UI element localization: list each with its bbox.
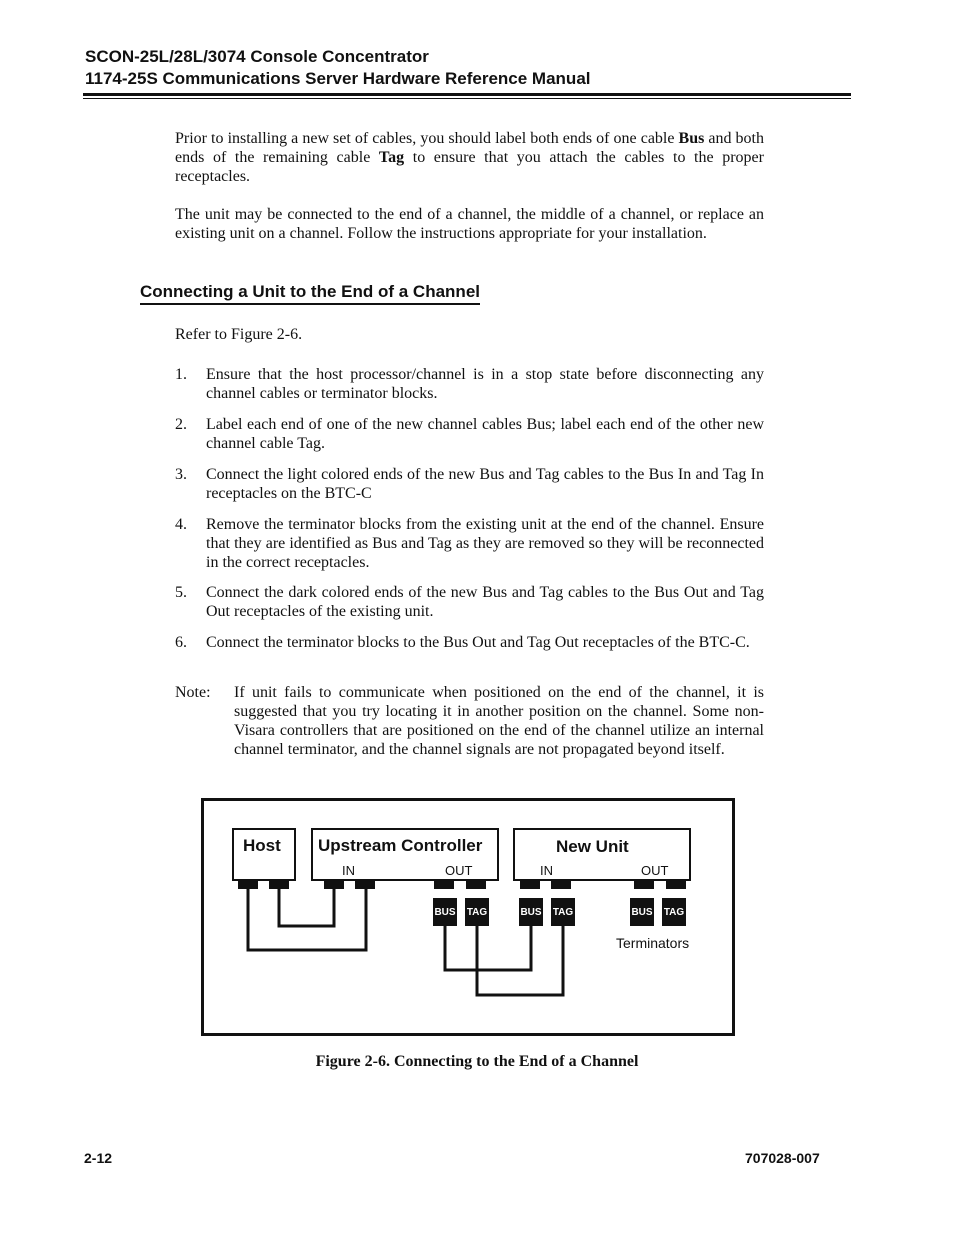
header-title-line1: SCON-25L/28L/3074 Console Concentrator [85, 47, 429, 66]
step-text: Connect the terminator blocks to the Bus Out and Tag Out receptacles of the BTC-C. [206, 634, 750, 651]
new-unit-out-receptacle [634, 880, 654, 889]
tag-terminator-label: TAG [663, 907, 685, 918]
step-item [175, 583, 764, 621]
bus-connector-label: BUS [434, 907, 456, 918]
header-rule-thin [83, 98, 851, 99]
step-item [175, 465, 764, 503]
step-number: 4. [175, 516, 187, 533]
step-number: 3. [175, 466, 187, 483]
step-number: 2. [175, 416, 187, 433]
bus-connector-label: BUS [520, 907, 542, 918]
host-label: Host [243, 836, 281, 855]
upstream-out-label: OUT [445, 863, 473, 878]
document-number: 707028-007 [745, 1150, 820, 1166]
step-text: Ensure that the host processor/channel is in a stop state before disconnecting any channel cables or terminator blocks. [206, 366, 764, 402]
upstream-out-receptacle [466, 880, 486, 889]
step-item [175, 633, 764, 652]
tag-connector-label: TAG [466, 907, 488, 918]
bus-emphasis: Bus [678, 130, 705, 147]
new-unit-out-receptacle [666, 880, 686, 889]
step-text: Connect the light colored ends of the new Bus and Tag cables to the Bus In and Tag In receptacles on the BTC-C [206, 466, 764, 502]
terminators-label: Terminators [616, 935, 690, 951]
step-item [175, 365, 764, 403]
tag-emphasis: Tag [378, 149, 405, 166]
host-receptacle [238, 880, 258, 889]
figure-caption: Figure 2-6. Connecting to the End of a Channel [315, 1053, 639, 1070]
refer-to-figure: Refer to Figure 2-6. [175, 326, 303, 343]
bus-terminator-label: BUS [631, 907, 653, 918]
intro-text-b: and both ends of the remaining cable [175, 130, 764, 166]
running-header [85, 46, 591, 90]
upstream-in-label: IN [342, 863, 355, 878]
note-text: If unit fails to communicate when positioned on the end of the channel, it is suggested that you try locating it in another position on the channel. Some non-Visara controllers that are positioned on the end of the channel utilize an internal channel terminator, and the channel signals are not propagated beyond itself. [234, 684, 764, 758]
upstream-in-receptacle [355, 880, 375, 889]
step-item [175, 415, 764, 453]
new-unit-in-label: IN [540, 863, 553, 878]
upstream-out-receptacle [434, 880, 454, 889]
upstream-controller-label: Upstream Controller [318, 836, 483, 855]
channel-connection-diagram [201, 798, 735, 1036]
intro-text-c: to ensure that you attach the cables to the proper receptacles. [175, 149, 764, 185]
header-title-line2: 1174-25S Communications Server Hardware Reference Manual [85, 69, 591, 88]
step-number: 5. [175, 584, 187, 601]
new-unit-in-receptacle [551, 880, 571, 889]
intro-paragraph-placement: The unit may be connected to the end of a channel, the middle of a channel, or replace an existing unit on a channel. Follow the instructions appropriate for your installation. [175, 206, 764, 242]
header-rule-thick [83, 93, 851, 96]
section-heading: Connecting a Unit to the End of a Channel [140, 282, 480, 305]
page-number: 2-12 [84, 1150, 113, 1166]
step-text: Label each end of one of the new channel cables Bus; label each end of the other new channel cable Tag. [206, 416, 764, 452]
tag-connector-label: TAG [552, 907, 574, 918]
intro-paragraph-labels [175, 129, 764, 186]
host-receptacle [269, 880, 289, 889]
intro-text-a: Prior to installing a new set of cables, you should label both ends of one cable [175, 130, 679, 147]
step-text: Remove the terminator blocks from the existing unit at the end of the channel. Ensure that they are identified as Bus and Tag as they are removed so they will be reconnected in the correct receptacles. [206, 516, 764, 571]
note-label: Note: [175, 684, 211, 701]
step-number: 6. [175, 634, 187, 651]
step-number: 1. [175, 366, 187, 383]
step-text: Connect the dark colored ends of the new Bus and Tag cables to the Bus Out and Tag Out receptacles of the existing unit. [206, 584, 764, 620]
upstream-in-receptacle [324, 880, 344, 889]
new-unit-in-receptacle [520, 880, 540, 889]
new-unit-out-label: OUT [641, 863, 669, 878]
step-item [175, 515, 764, 572]
new-unit-label: New Unit [556, 837, 629, 856]
